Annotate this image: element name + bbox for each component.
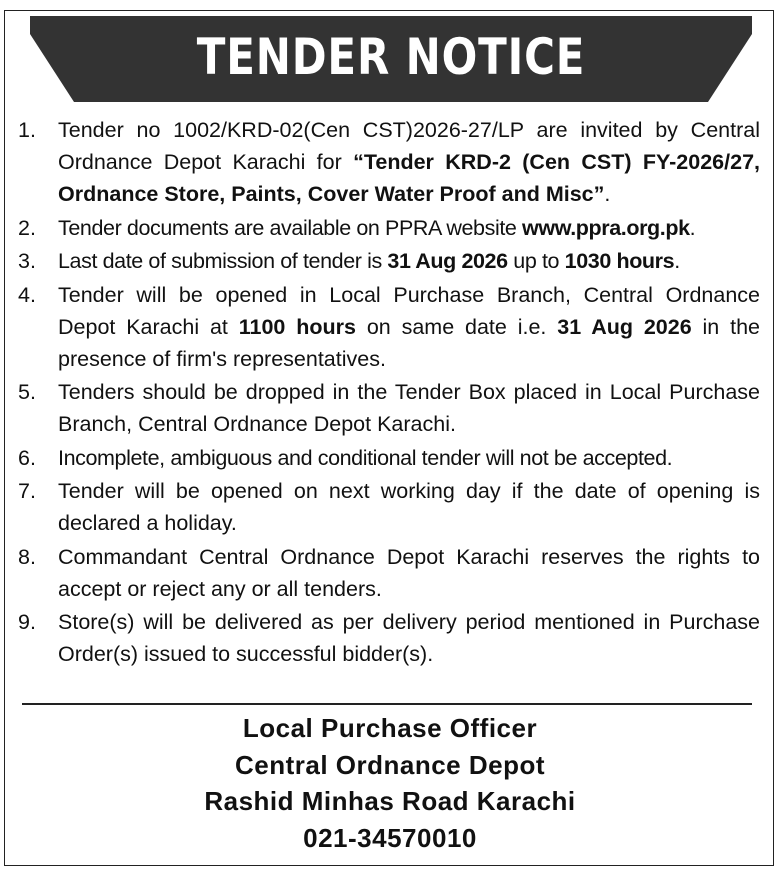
signatory-title: Local Purchase Officer — [242, 713, 538, 743]
signatory-phone: 021-34570010 — [303, 822, 477, 853]
item-number: 7. — [18, 479, 36, 503]
item-text: Tender documents are available on PPRA website www.ppra.org.pk. — [58, 215, 696, 240]
list-item — [18, 606, 760, 670]
item-number: 6. — [18, 445, 36, 470]
signatory-address: Rashid Minhas Road Karachi — [204, 786, 576, 816]
item-text: Tender no 1002/KRD-02(Cen CST)2026-27/LP are invited by Central Ordnance Depot Karachi for “Tender KRD-2 (Cen CST) FY-2026/27, Ordnance Store, Paints, Cover Water Proof and Misc”. — [58, 118, 760, 206]
item-number: 8. — [18, 544, 36, 569]
item-number: 5. — [18, 380, 36, 404]
list-item — [18, 541, 760, 605]
list-item — [18, 212, 760, 244]
item-text: Store(s) will be delivered as per delivery period mentioned in Purchase Order(s) issued to successful bidder(s). — [58, 610, 760, 666]
title-banner — [30, 14, 752, 106]
signatory-organization: Central Ordnance Depot — [234, 749, 546, 780]
item-number: 9. — [18, 610, 36, 634]
divider — [22, 703, 752, 705]
list-item — [18, 114, 760, 210]
item-text: Incomplete, ambiguous and conditional tender will not be accepted. — [58, 445, 673, 470]
item-number: 1. — [18, 118, 36, 142]
list-item — [18, 475, 760, 539]
item-text: Tenders should be dropped in the Tender Box placed in Local Purchase Branch, Central Ordnance Depot Karachi. — [58, 380, 760, 436]
item-number: 2. — [18, 215, 36, 240]
item-text: Last date of submission of tender is 31 Aug 2026 up to 1030 hours. — [58, 249, 680, 273]
item-text: Tender will be opened in Local Purchase Branch, Central Ordnance Depot Karachi at 1100 hours on same date i.e. 31 Aug 2026 in the presence of firm's representatives. — [58, 282, 760, 371]
signature-block — [0, 710, 780, 856]
item-text: Tender will be opened on next working day if the date of opening is declared a holiday. — [58, 479, 760, 535]
list-item — [18, 245, 760, 277]
item-text: Commandant Central Ordnance Depot Karachi reserves the rights to accept or reject any or all tenders. — [58, 544, 760, 601]
list-item — [18, 376, 760, 440]
page-title: TENDER NOTICE — [196, 28, 586, 86]
ppra-website-link[interactable]: www.ppra.org.pk — [522, 215, 690, 240]
item-number: 3. — [18, 249, 36, 273]
list-item — [18, 442, 760, 474]
tender-conditions-list — [18, 114, 760, 672]
list-item — [18, 279, 760, 375]
item-number: 4. — [18, 282, 36, 307]
